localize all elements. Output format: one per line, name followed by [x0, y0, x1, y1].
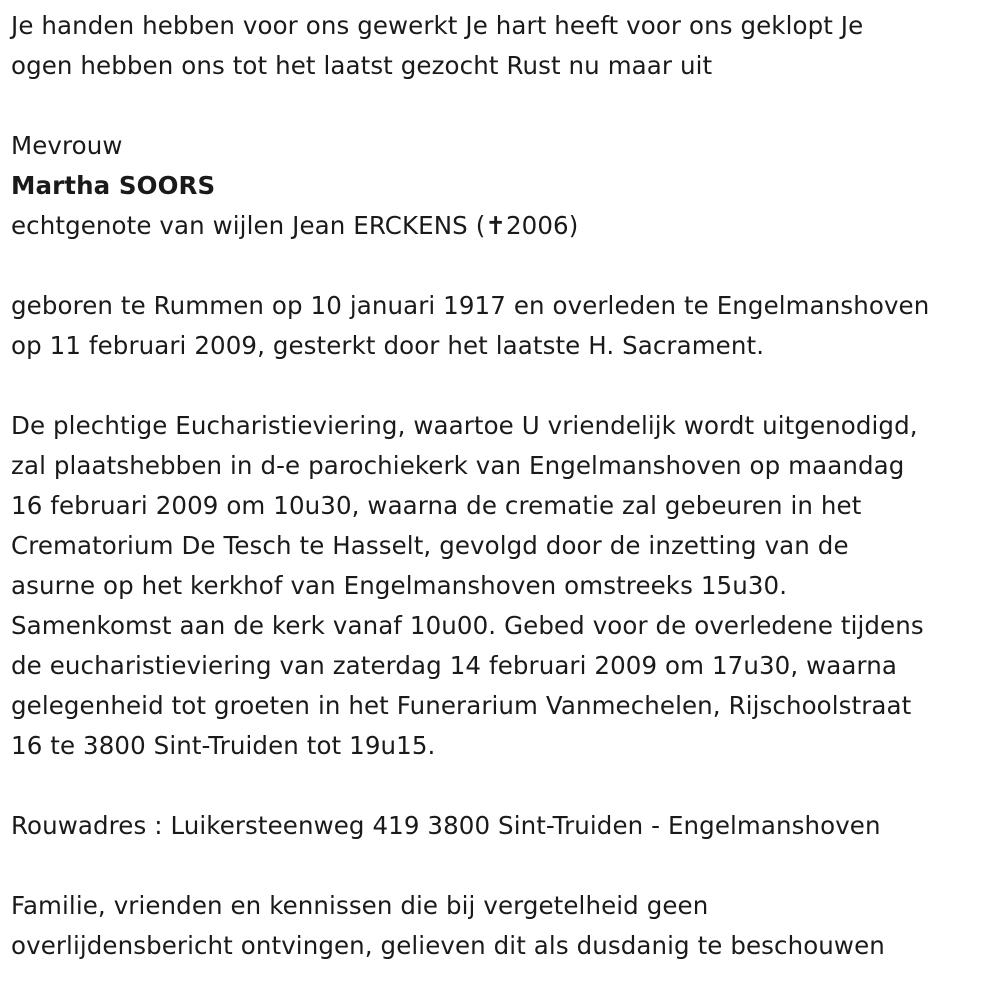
poem-block: [11, 6, 996, 86]
spacer: [11, 846, 996, 886]
deceased-name: Martha SOORS: [11, 171, 216, 200]
mourning-address: Rouwadres : Luikersteenweg 419 3800 Sint-Truiden - Engelmanshoven: [11, 811, 881, 840]
spacer: [11, 86, 996, 126]
closing-block: [11, 886, 996, 966]
birth-death-block: [11, 286, 996, 366]
poem-line: Je handen hebben voor ons gewerkt Je hart heeft voor ons geklopt Je: [11, 11, 864, 40]
birth-death-line: op 11 februari 2009, gesterkt door het laatste H. Sacrament.: [11, 331, 765, 360]
obituary-notice: [11, 6, 996, 966]
ceremony-block: [11, 406, 996, 766]
ceremony-line: Samenkomst aan de kerk vanaf 10u00. Gebed voor de overledene tijdens: [11, 611, 924, 640]
ceremony-line: asurne op het kerkhof van Engelmanshoven omstreeks 15u30.: [11, 571, 788, 600]
ceremony-line: 16 februari 2009 om 10u30, waarna de crematie zal gebeuren in het: [11, 491, 862, 520]
salutation: Mevrouw: [11, 131, 123, 160]
ceremony-line: gelegenheid tot groeten in het Funerarium Vanmechelen, Rijschoolstraat: [11, 691, 912, 720]
ceremony-line: Crematorium De Tesch te Hasselt, gevolgd door de inzetting van de: [11, 531, 849, 560]
ceremony-line: De plechtige Eucharistieviering, waartoe U vriendelijk wordt uitgenodigd,: [11, 411, 918, 440]
closing-line: overlijdensbericht ontvingen, gelieven dit als dusdanig te beschouwen: [11, 931, 885, 960]
spacer: [11, 366, 996, 406]
spacer: [11, 766, 996, 806]
poem-line: ogen hebben ons tot het laatst gezocht Rust nu maar uit: [11, 51, 713, 80]
birth-death-line: geboren te Rummen op 10 januari 1917 en overleden te Engelmanshoven: [11, 291, 930, 320]
spacer: [11, 246, 996, 286]
closing-line: Familie, vrienden en kennissen die bij vergetelheid geen: [11, 891, 709, 920]
ceremony-line: de eucharistieviering van zaterdag 14 februari 2009 om 17u30, waarna: [11, 651, 897, 680]
ceremony-line: zal plaatshebben in d-e parochiekerk van Engelmanshoven op maandag: [11, 451, 905, 480]
spouse-line: echtgenote van wijlen Jean ERCKENS (✝2006): [11, 211, 579, 240]
ceremony-line: 16 te 3800 Sint-Truiden tot 19u15.: [11, 731, 436, 760]
